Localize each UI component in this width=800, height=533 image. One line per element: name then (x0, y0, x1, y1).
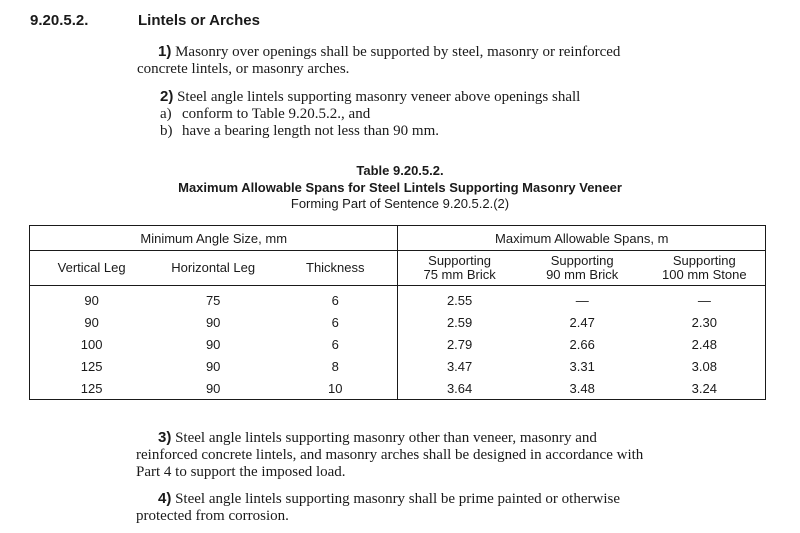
item-b-text: have a bearing length not less than 90 mm. (182, 123, 440, 139)
paragraph-4-line-1: Steel angle lintels supporting masonry shall be prime painted or otherwise (175, 491, 620, 507)
cell-thickness: 6 (273, 311, 398, 333)
paragraph-3-number: 3) (158, 429, 172, 446)
cell-vertical-leg: 125 (80, 358, 103, 374)
cell-span-100mm-stone: — (697, 292, 711, 308)
paragraph-3-line-3: Part 4 to support the imposed load. (136, 464, 346, 480)
cell-span-90mm-brick: 2.47 (569, 314, 595, 330)
cell-horizontal-leg: 90 (205, 314, 221, 330)
paragraph-2-line-1: Steel angle lintels supporting masonry veneer above openings shall (177, 89, 581, 105)
paragraph-1 (137, 43, 620, 78)
col-header-100mm-stone-line-1: Supporting (672, 253, 736, 268)
paragraph-2-number: 2) (160, 88, 174, 105)
cell-thickness: 6 (273, 286, 398, 312)
cell-span-90mm-brick: 3.48 (569, 380, 595, 396)
col-header-thickness: Thickness (273, 251, 398, 286)
cell-horizontal-leg: 90 (205, 380, 221, 396)
group-header-allowable-spans: Maximum Allowable Spans, m (398, 226, 766, 251)
paragraph-3-line-2: reinforced concrete lintels, and masonry arches shall be designed in accordance with (136, 447, 644, 463)
cell-horizontal-leg: 75 (205, 292, 221, 308)
item-a-label: a) (160, 106, 172, 122)
col-header-horizontal-leg: Horizontal Leg (171, 260, 256, 275)
section-number: 9.20.5.2. (30, 12, 89, 29)
cell-thickness: 8 (273, 355, 398, 377)
cell-span-100mm-stone: 3.08 (691, 358, 717, 374)
table-title: Maximum Allowable Spans for Steel Lintels Supporting Masonry Veneer (178, 180, 622, 195)
cell-horizontal-leg: 90 (205, 358, 221, 374)
paragraph-3 (136, 429, 643, 481)
cell-span-90mm-brick: 2.66 (569, 336, 595, 352)
table-number: Table 9.20.5.2. (356, 163, 444, 178)
cell-span-100mm-stone: 2.30 (691, 314, 717, 330)
item-b-label: b) (160, 123, 173, 139)
cell-vertical-leg: 90 (84, 314, 99, 330)
table-subtitle: Forming Part of Sentence 9.20.5.2.(2) (290, 196, 510, 211)
cell-span-75mm-brick: 2.55 (446, 292, 473, 308)
table-row (30, 311, 766, 333)
col-header-75mm-brick-line-1: Supporting (428, 253, 492, 268)
cell-span-90mm-brick: — (575, 292, 589, 308)
cell-thickness: 10 (273, 377, 398, 400)
col-header-vertical-leg: Vertical Leg (57, 260, 126, 275)
paragraph-3-line-1: Steel angle lintels supporting masonry other than veneer, masonry and (175, 430, 597, 446)
paragraph-4-line-2: protected from corrosion. (136, 508, 289, 524)
paragraph-1-line-2: concrete lintels, or masonry arches. (137, 61, 350, 77)
paragraph-2 (160, 88, 580, 140)
table-row (30, 377, 766, 400)
group-header-angle-size: Minimum Angle Size, mm (30, 226, 398, 251)
cell-span-100mm-stone: 2.48 (691, 336, 717, 352)
cell-span-90mm-brick: 3.31 (569, 358, 595, 374)
cell-span-75mm-brick: 2.79 (446, 336, 473, 352)
cell-vertical-leg: 125 (80, 380, 103, 396)
cell-span-75mm-brick: 2.59 (446, 314, 473, 330)
paragraph-2-item-b (160, 123, 580, 140)
cell-vertical-leg: 100 (80, 336, 103, 352)
col-header-90mm-brick-line-2: 90 mm Brick (546, 267, 619, 282)
cell-thickness: 6 (273, 333, 398, 355)
paragraph-4-number: 4) (158, 490, 172, 507)
paragraph-1-line-1: Masonry over openings shall be supported by steel, masonry or reinforced (175, 44, 621, 60)
cell-span-75mm-brick: 3.47 (446, 358, 473, 374)
col-header-90mm-brick-line-1: Supporting (550, 253, 614, 268)
paragraph-1-number: 1) (158, 43, 172, 60)
cell-span-75mm-brick: 3.64 (446, 380, 473, 396)
spans-table (29, 225, 766, 400)
table-row (30, 333, 766, 355)
cell-horizontal-leg: 90 (205, 336, 221, 352)
cell-vertical-leg: 90 (84, 292, 99, 308)
cell-span-100mm-stone: 3.24 (691, 380, 717, 396)
col-header-100mm-stone-line-2: 100 mm Stone (662, 267, 747, 282)
table-row (30, 286, 766, 312)
section-title: Lintels or Arches (138, 12, 260, 29)
paragraph-4 (136, 490, 620, 525)
table-row (30, 355, 766, 377)
col-header-75mm-brick-line-2: 75 mm Brick (423, 267, 496, 282)
item-a-text: conform to Table 9.20.5.2., and (182, 106, 371, 122)
paragraph-2-item-a (160, 106, 580, 123)
col-header-90mm-brick (521, 251, 644, 286)
col-header-100mm-stone (644, 251, 766, 286)
col-header-75mm-brick (398, 251, 521, 286)
